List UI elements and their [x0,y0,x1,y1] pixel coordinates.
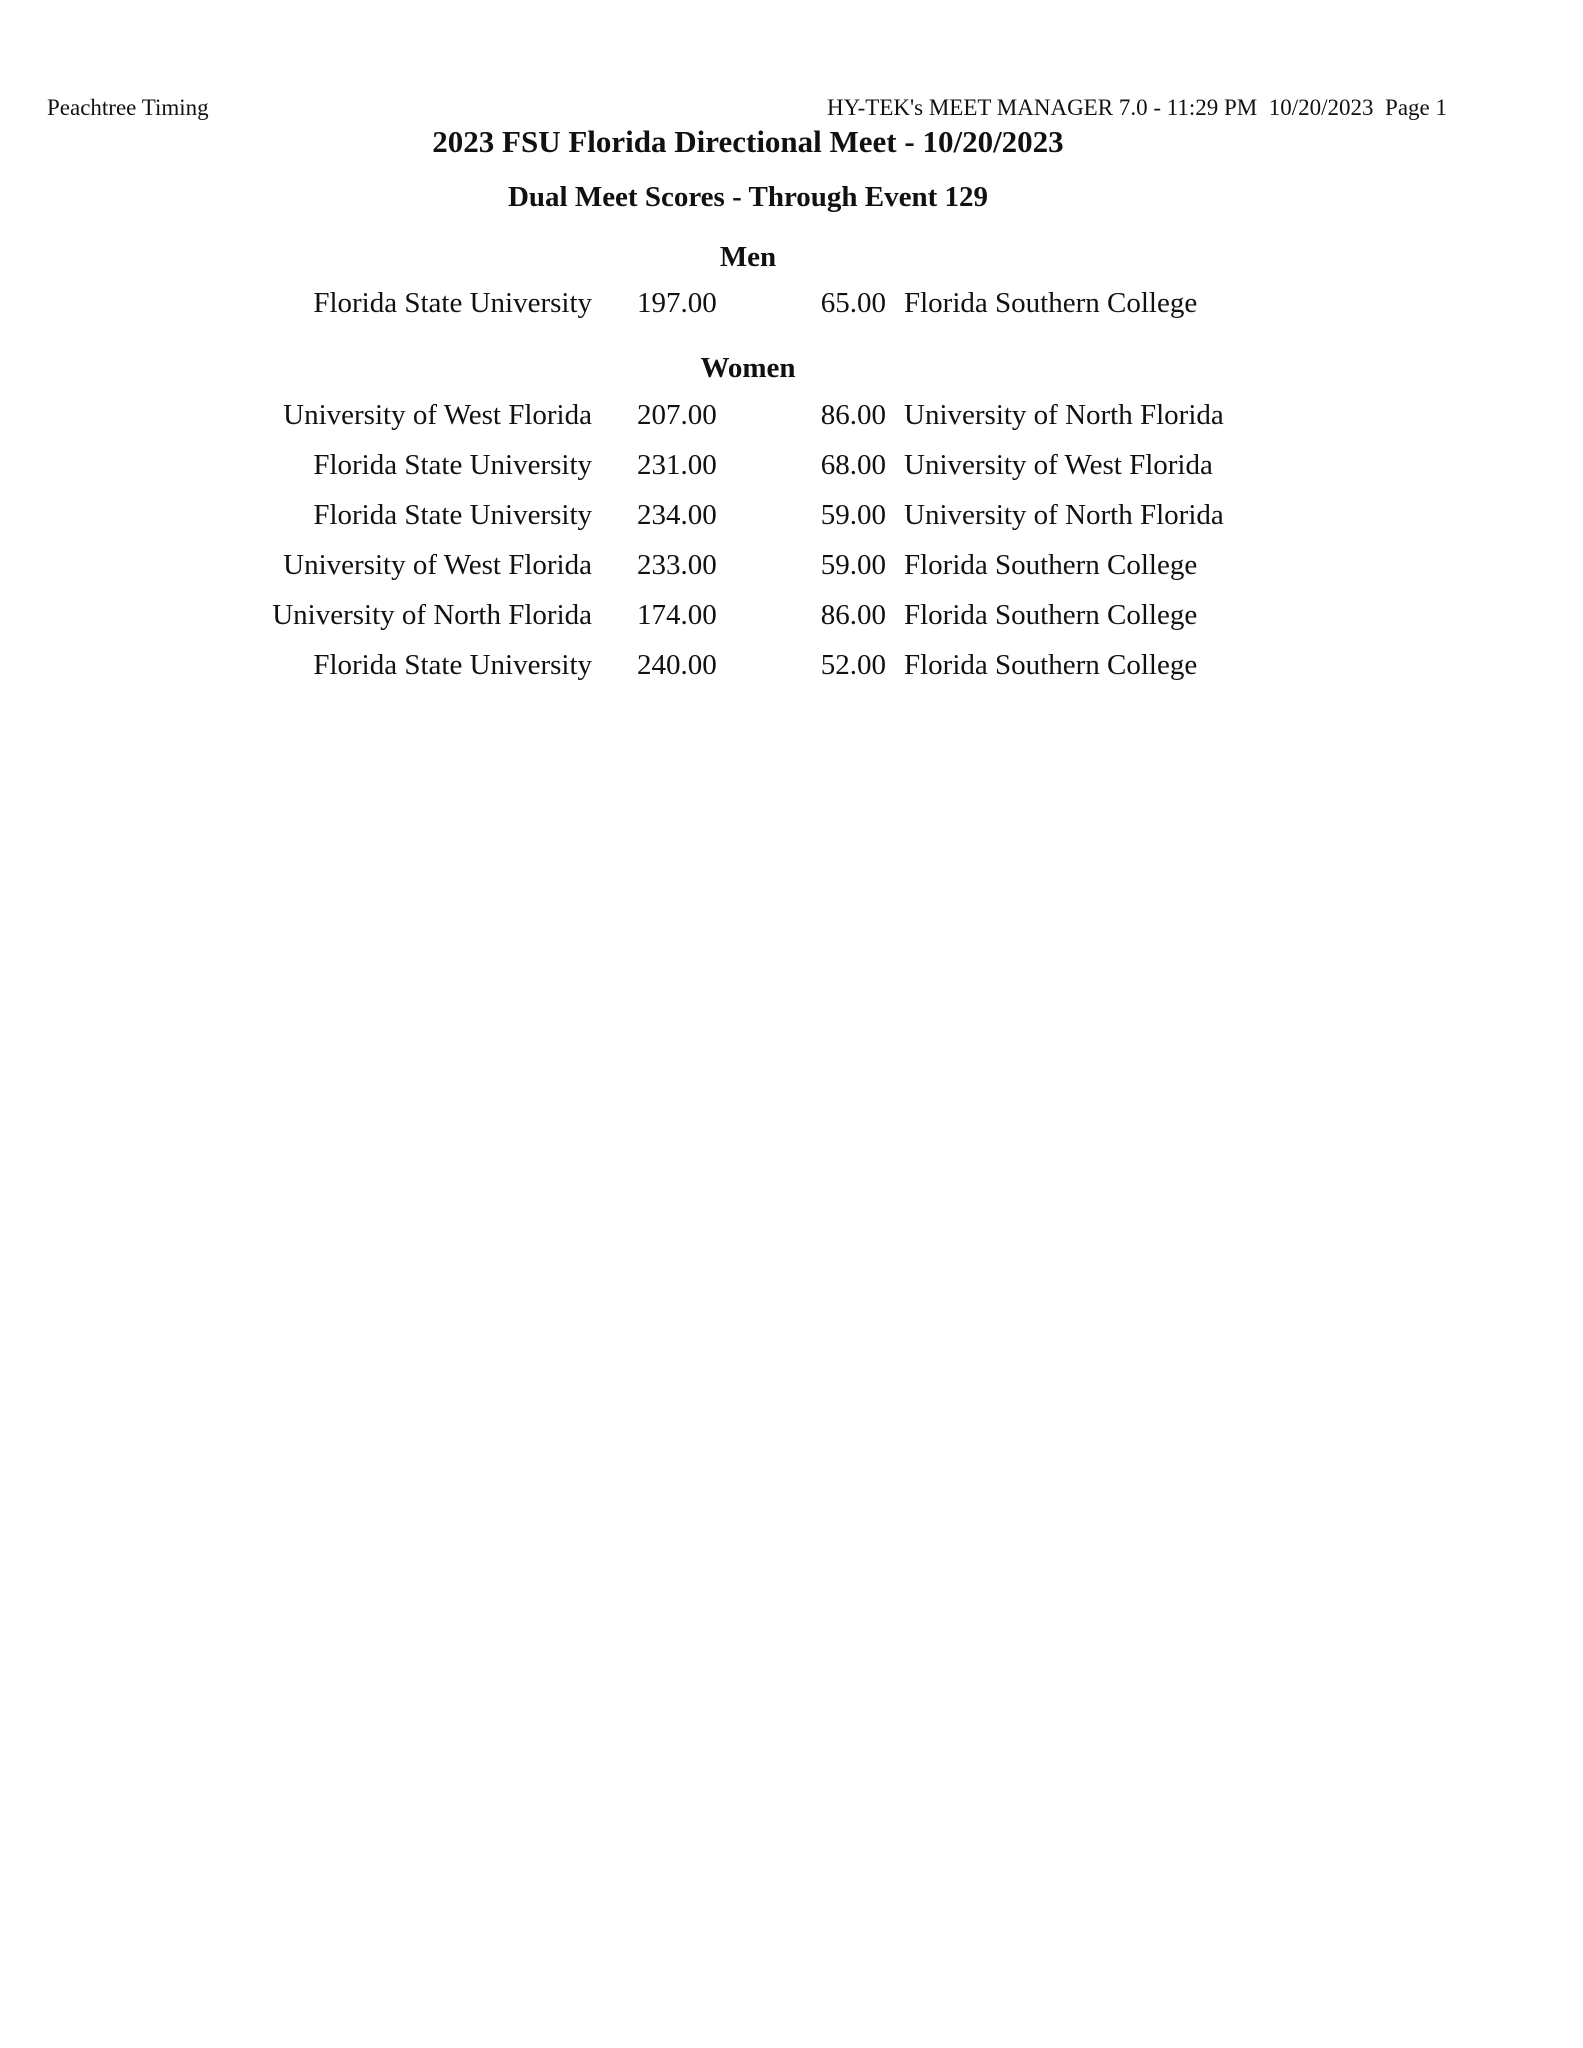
score-row [0,449,1583,489]
team1-score: 207.00 [637,399,717,431]
team2-score: 86.00 [820,599,886,631]
team1-score: 231.00 [637,449,717,481]
section-heading-women: Women [700,352,796,384]
team2-name: University of North Florida [904,399,1224,431]
team1-name: Florida State University [313,499,592,531]
team1-score: 234.00 [637,499,717,531]
team2-score: 65.00 [820,287,886,319]
team2-score: 59.00 [820,499,886,531]
header-organization: Peachtree Timing [47,95,209,120]
team2-score: 68.00 [820,449,886,481]
team1-name: Florida State University [313,649,592,681]
meet-title: 2023 FSU Florida Directional Meet - 10/20/2023 [432,124,1064,159]
score-row [0,287,1583,327]
team1-name: Florida State University [313,449,592,481]
team1-name: University of West Florida [283,549,592,581]
team1-name: University of West Florida [283,399,592,431]
score-row [0,599,1583,639]
score-row [0,649,1583,689]
team2-name: Florida Southern College [904,549,1198,581]
score-row [0,499,1583,539]
section-heading-men: Men [719,241,777,273]
team1-score: 197.00 [637,287,717,319]
team1-score: 240.00 [637,649,717,681]
score-row [0,549,1583,589]
team2-name: University of North Florida [904,499,1224,531]
team2-name: Florida Southern College [904,599,1198,631]
report-subtitle: Dual Meet Scores - Through Event 129 [507,181,989,213]
team2-name: Florida Southern College [904,649,1198,681]
team2-name: Florida Southern College [904,287,1198,319]
team2-score: 52.00 [820,649,886,681]
team2-name: University of West Florida [904,449,1213,481]
team1-score: 174.00 [637,599,717,631]
score-row [0,399,1583,439]
header-software-info: HY-TEK's MEET MANAGER 7.0 - 11:29 PM 10/20/2023 Page 1 [826,95,1447,120]
team2-score: 86.00 [820,399,886,431]
team1-name: Florida State University [313,287,592,319]
team1-name: University of North Florida [272,599,592,631]
team2-score: 59.00 [820,549,886,581]
team1-score: 233.00 [637,549,717,581]
